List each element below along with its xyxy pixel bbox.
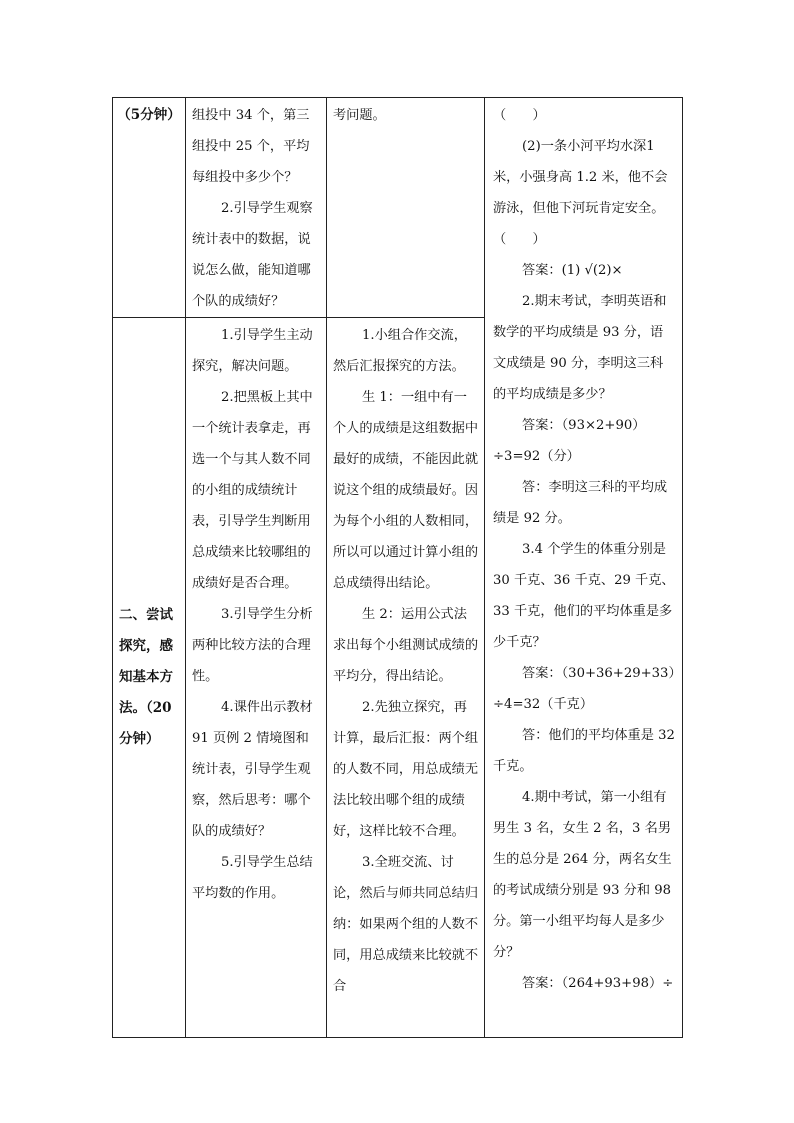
paragraph: 1.引导学生主动探究，解决问题。 <box>192 328 313 374</box>
exercise-paragraph: 答：他们的平均体重是 32 千克。 <box>493 728 675 774</box>
exercise-paragraph: 答案：（93×2+90）÷3=92（分） <box>493 418 646 464</box>
lesson-plan-table <box>112 97 683 1038</box>
exercise-paragraph: 答案：(1) √(2)× <box>522 263 623 278</box>
exercise-paragraph: (2)一条小河平均水深1米，小强身高 1.2 米，他不会游泳，但他下河玩肯定安全。 <box>493 139 668 216</box>
paragraph: 5.引导学生总结平均数的作用。 <box>192 855 313 901</box>
stage-cell: 二、尝试探究，感知基本方法。（20分钟） <box>113 318 186 1038</box>
teacher-activity-cell <box>186 98 327 318</box>
paragraph: 组投中 34 个，第三组投中 25 个，平均每组投中多少个？ <box>192 108 310 185</box>
paragraph: 生 2：运用公式法求出每个小组测试成绩的平均分，得出结论。 <box>333 607 479 684</box>
paragraph: 4.课件出示教材 91 页例 2 情境图和统计表，引导学生观察，然后思考：哪个队的成绩好？ <box>192 700 313 839</box>
paragraph: 2.把黑板上其中一个统计表拿走，再选一个与其人数不同的小组的成绩统计表，引导学生判断用总成绩来比较哪组的成绩好是否合理。 <box>192 390 313 591</box>
paragraph: 3.引导学生分析两种比较方法的合理性。 <box>192 607 313 684</box>
exercise-list <box>493 100 676 999</box>
paragraph: 生 1：一组中有一个人的成绩是这组数据中最好的成绩，不能因此就说这个组的成绩最好。因为每个小组的人数相同，所以可以通过计算小组的总成绩得出结论。 <box>333 390 479 591</box>
exercise-paragraph: 3.4 个学生的体重分别是 30 千克、36 千克、29 千克、33 千克，他们的平均体重是多少千克？ <box>493 542 675 650</box>
exercise-paragraph: （ ） <box>493 232 546 247</box>
exercise-paragraph: 答：李明这三科的平均成绩是 92 分。 <box>493 480 668 526</box>
student-activity-cell <box>327 318 485 1038</box>
exercise-paragraph: 答案：（264+93+98）÷ <box>522 976 674 991</box>
exercise-cell <box>485 98 683 1038</box>
exercise-paragraph: 4.期中考试，第一小组有男生 3 名，女生 2 名，3 名男生的总分是 264 分，两名女生的考试成绩分别是 93 分和 98 分。第一小组平均每人是多少分？ <box>493 790 672 960</box>
paragraph: 3.全班交流、讨论，然后与师共同总结归纳：如果两个组的人数不同，用总成绩来比较就不合 <box>333 855 479 994</box>
paragraph: 2.先独立探究，再计算，最后汇报：两个组的人数不同，用总成绩无法比较出哪个组的成绩好，这样比较不合理。 <box>333 700 479 839</box>
exercise-paragraph: （ ） <box>493 108 546 123</box>
paragraph: 1.小组合作交流，然后汇报探究的方法。 <box>333 328 467 374</box>
exercise-paragraph: 2.期末考试，李明英语和数学的平均成绩是 93 分，语文成绩是 90 分，李明这三科的平均成绩是多少？ <box>493 294 667 402</box>
teacher-activity-cell <box>186 318 327 1038</box>
table-row <box>113 98 683 318</box>
exercise-paragraph: 答案：（30+36+29+33）÷4=32（千克） <box>493 666 676 712</box>
paragraph: 2.引导学生观察统计表中的数据，说说怎么做，能知道哪个队的成绩好？ <box>192 201 313 309</box>
student-activity-cell <box>327 98 485 318</box>
paragraph: 考问题。 <box>333 108 386 123</box>
stage-cell: （5分钟） <box>113 98 186 318</box>
